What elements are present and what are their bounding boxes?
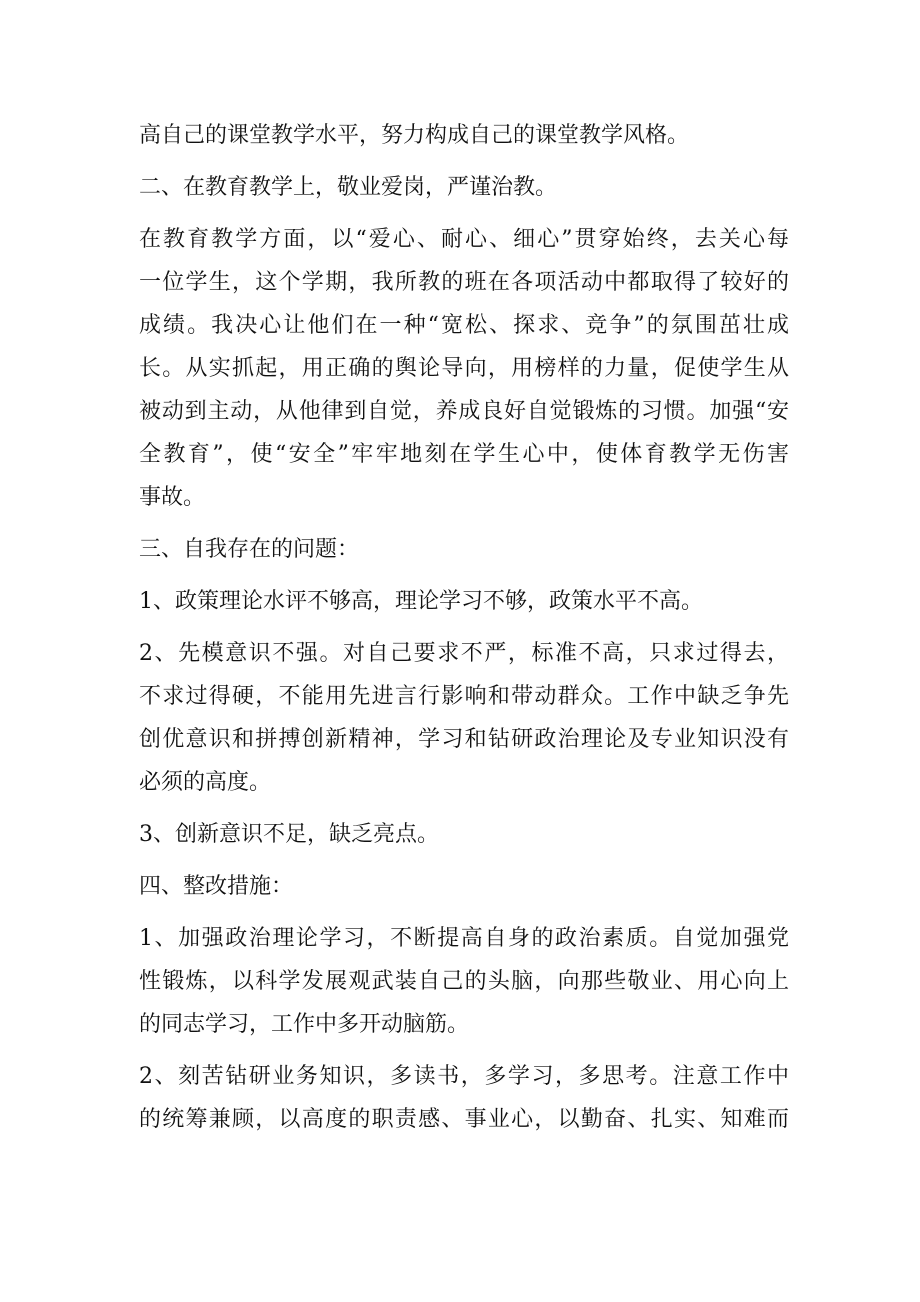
text-line: 1、政策理论水评不够高，理论学习不够，政策水平不高。 — [139, 589, 703, 614]
text-line: 成绩。我决心让他们在一种“宽松、探求、竞争”的氛围茁壮成 — [139, 313, 789, 338]
section-heading: 二、在教育教学上，敬业爱岗，严谨治教。 — [139, 175, 558, 200]
text-line: 3、创新意识不足，缺乏亮点。 — [139, 822, 439, 847]
text-line: 2、先模意识不强。对自己要求不严，标准不高，只求过得去， — [139, 641, 789, 666]
text-line: 必须的高度。 — [139, 770, 272, 795]
text-line: 高自己的课堂教学水平，努力构成自己的课堂教学风格。 — [139, 123, 690, 148]
text-line: 在教育教学方面，以“爱心、耐心、细心”贯穿始终，去关心每 — [139, 227, 789, 252]
text-line: 1、加强政治理论学习，不断提高自身的政治素质。自觉加强党 — [139, 926, 789, 951]
text-line: 的统筹兼顾，以高度的职责感、事业心，以勤奋、扎实、知难而 — [139, 1107, 789, 1132]
section-heading: 四、整改措施： — [139, 874, 294, 899]
text-line: 被动到主动，从他律到自觉，养成良好自觉锻炼的习惯。加强“安 — [139, 399, 789, 424]
text-line: 一位学生，这个学期，我所教的班在各项活动中都取得了较好的 — [139, 270, 789, 295]
text-line: 的同志学习，工作中多开动脑筋。 — [139, 1012, 470, 1037]
text-line: 创优意识和拼搏创新精神，学习和钻研政治理论及专业知识没有 — [139, 727, 789, 752]
text-line: 长。从实抓起，用正确的舆论导向，用榜样的力量，促使学生从 — [139, 356, 789, 381]
text-line: 2、刻苦钻研业务知识，多读书，多学习，多思考。注意工作中 — [139, 1064, 789, 1089]
text-line: 全教育”，使“安全”牢牢地刻在学生心中，使体育教学无伤害 — [139, 442, 789, 467]
text-line: 不求过得硬，不能用先进言行影响和带动群众。工作中缺乏争先 — [139, 684, 789, 709]
text-line: 事故。 — [139, 485, 206, 510]
text-line: 性锻炼，以科学发展观武装自己的头脑，向那些敬业、用心向上 — [139, 969, 789, 994]
section-heading: 三、自我存在的问题： — [139, 537, 360, 562]
